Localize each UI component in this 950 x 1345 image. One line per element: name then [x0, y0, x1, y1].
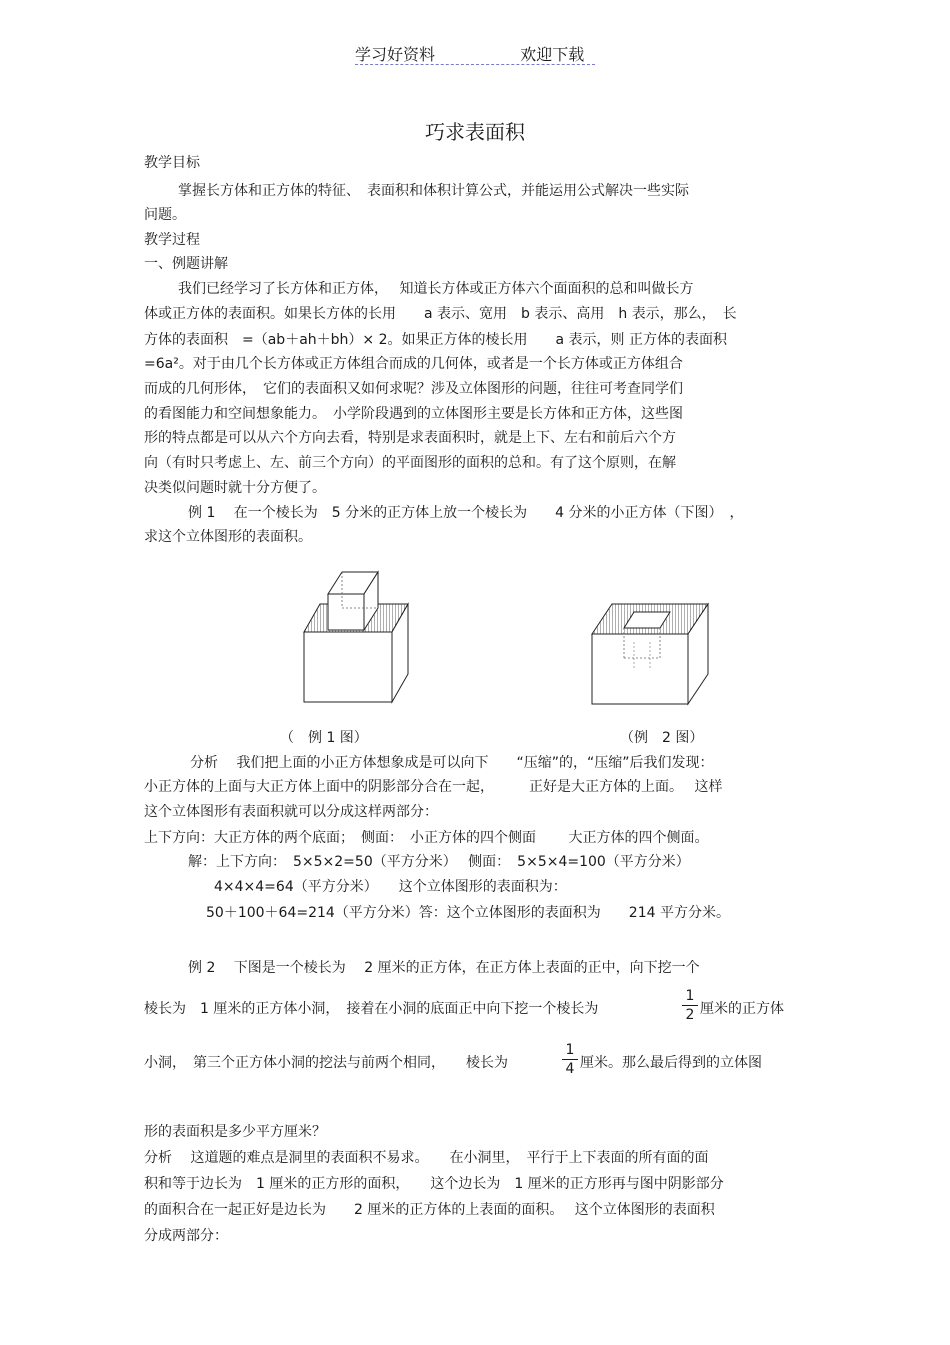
paragraph-line: 的看图能力和空间想象能力。 小学阶段遇到的立体图形主要是长方体和正方体，这些图 — [144, 406, 683, 422]
paragraph-line: 小正方体的上面与大正方体上面中的阴影部分合在一起， 正好是大正方体的上面。 这样 — [144, 779, 723, 795]
paragraph-line: 的面积合在一起正好是边长为 2 厘米的正方体的上表面的面积。 这个立体图形的表面积 — [144, 1202, 715, 1218]
paragraph-line: 体或正方体的表面积。如果长方体的长用 a 表示、宽用 b 表示、高用 h 表示，那么， 长 — [144, 306, 737, 322]
header-right: 欢迎下载 — [520, 45, 585, 64]
paragraph-line: 厘米的正方体 — [700, 1001, 784, 1017]
analysis-line: 分析 这道题的难点是洞里的表面积不易求。 在小洞里， 平行于上下表面的所有面的面 — [144, 1150, 709, 1166]
paragraph-line: 小洞， 第三个正方体小洞的挖法与前两个相同， 棱长为 — [144, 1055, 508, 1071]
paragraph-line: 棱长为 1 厘米的正方体小洞， 接着在小洞的底面正中向下挖一个棱长为 — [144, 1001, 599, 1017]
section-heading: 教学过程 — [144, 232, 200, 248]
paragraph-line: 我们已经学习了长方体和正方体， 知道长方体或正方体六个面面积的总和叫做长方 — [178, 281, 694, 297]
paragraph-line: 积和等于边长为 1 厘米的正方形的面积， 这个边长为 1 厘米的正方形再与图中阴影部分 — [144, 1176, 724, 1192]
fraction-quarter: 1 4 — [562, 1042, 578, 1077]
paragraph-line: 掌握长方体和正方体的特征、 表面积和体积计算公式，并能运用公式解决一些实际 — [178, 183, 689, 199]
example-1-statement: 例 1 在一个棱长为 5 分米的正方体上放一个棱长为 4 分米的小正方体（下图） ， — [188, 505, 744, 521]
example-1-figure — [296, 566, 416, 706]
analysis-line: 分析 我们把上面的小正方体想象成是可以向下 “压缩”的，“压缩”后我们发现： — [190, 755, 714, 771]
header-divider — [355, 64, 595, 65]
fraction-half: 1 2 — [682, 988, 698, 1023]
paragraph-line: 问题。 — [144, 207, 186, 223]
solution-line: 解：上下方向： 5×5×2=50（平方分米） 侧面： 5×5×4=100（平方分米） — [188, 854, 690, 870]
paragraph-line: 形的表面积是多少平方厘米？ — [144, 1124, 326, 1140]
paragraph-line: =6a²。对于由几个长方体或正方体组合而成的几何体，或者是一个长方体或正方体组合 — [144, 356, 683, 372]
paragraph-line: 向（有时只考虑上、左、前三个方向）的平面图形的面积的总和。有了这个原则，在解 — [144, 455, 676, 471]
figure-1-caption: （ 例 1 图） — [280, 730, 368, 746]
paragraph-line: 厘米。那么最后得到的立体图 — [580, 1055, 762, 1071]
example-2-figure — [588, 598, 714, 708]
page-header — [355, 42, 584, 65]
paragraph-line: 上下方向：大正方体的两个底面； 侧面： 小正方体的四个侧面 大正方体的四个侧面。 — [144, 830, 709, 846]
answer-line: 50＋100＋64=214（平方分米）答：这个立体图形的表面积为 214 平方分米。 — [206, 905, 730, 921]
solution-line: 4×4×4=64（平方分米） 这个立体图形的表面积为： — [214, 879, 567, 895]
section-heading: 一、例题讲解 — [144, 256, 228, 272]
paragraph-line: 方体的表面积 =（ab＋ah＋bh）× 2。如果正方体的棱长用 a 表示，则 正方体的表面积 — [144, 332, 727, 348]
paragraph-line: 求这个立体图形的表面积。 — [144, 529, 312, 545]
section-heading: 教学目标 — [144, 155, 200, 171]
header-left: 学习好资料 — [355, 45, 436, 64]
page-title: 巧求表面积 — [425, 120, 525, 144]
figure-2-caption: （例 2 图） — [620, 730, 704, 746]
paragraph-line: 决类似问题时就十分方便了。 — [144, 480, 326, 496]
paragraph-line: 而成的几何形体， 它们的表面积又如何求呢？涉及立体图形的问题，往往可考查同学们 — [144, 381, 683, 397]
example-2-statement: 例 2 下图是一个棱长为 2 厘米的正方体，在正方体上表面的正中，向下挖一个 — [188, 960, 700, 976]
paragraph-line: 形的特点都是可以从六个方向去看，特别是求表面积时，就是上下、左右和前后六个方 — [144, 430, 676, 446]
paragraph-line: 分成两部分： — [144, 1228, 228, 1244]
paragraph-line: 这个立体图形有表面积就可以分成这样两部分： — [144, 804, 438, 820]
